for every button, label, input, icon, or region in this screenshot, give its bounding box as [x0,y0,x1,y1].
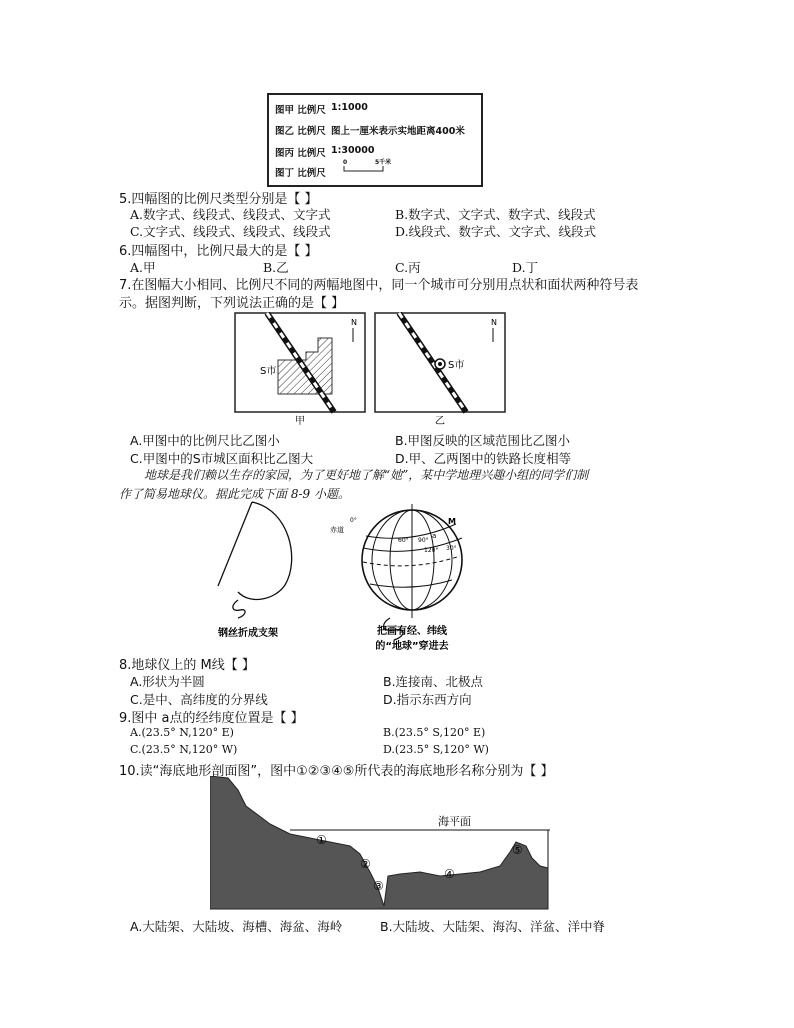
q9-stem: 9.图中 a点的经纬度位置是【 】 [119,711,304,726]
scale-label: 图丙 比例尺 [275,148,326,159]
q5-option-a: A.数字式、线段式、线段式、文字式 [130,207,331,222]
marker-3: ③ [373,879,384,893]
globe-icon [362,504,462,640]
scale-row-ding [275,159,392,179]
intro-line1: 地球是我们赖以生存的家园，为了更好地了解“她”，某中学地理兴趣小组的同学们制 [144,468,589,482]
q7-option-c: C.甲图中的S市城区面积比乙图大 [130,451,314,466]
stand-caption: 钢丝折成支架 [218,628,278,639]
sea-level-label: 海平面 [438,815,471,828]
q6-option-a: A.甲 [130,260,156,275]
q5-option-d: D.线段式、数字式、文字式、线段式 [395,224,597,239]
globe-caption-1: 把画有经、纬线 [377,626,447,637]
q9-option-b: B.(23.5° S,120° E) [383,726,486,739]
north-label: N [351,318,357,327]
map-yi [374,312,506,426]
q6-option-d: D.丁 [512,260,539,275]
scale-row-jia [275,102,368,116]
lon-label: 60° [398,537,409,544]
north-label: N [491,318,497,327]
lat-label: 30° [446,545,457,552]
q9-option-c: C.(23.5° N,120° W) [130,743,238,756]
map-caption: 乙 [435,416,445,426]
line-m-label: M [448,517,456,526]
lon-label: 120° [424,547,439,554]
seafloor-profile [210,776,552,910]
map-caption: 甲 [295,416,305,426]
q10-stem: 10.读“海底地形剖面图”，图中①②③④⑤所代表的海底地形名称分别为【 】 [119,764,554,779]
scale-row-bing [275,145,375,159]
point-a-label: a [432,532,437,540]
scale-zero: 0 [343,159,348,166]
scale-value: 1:30000 [331,145,375,156]
marker-5: ⑤ [512,843,523,857]
q5-option-c: C.文字式、线段式、线段式、线段式 [130,224,331,239]
q8-option-b: B.连接南、北极点 [383,674,484,689]
scale-table [267,93,483,187]
scale-value: 1:1000 [331,102,368,113]
q7-option-d: D.甲、乙两图中的铁路长度相等 [395,451,572,466]
q5-stem: 5.四幅图的比例尺类型分别是【 】 [119,192,318,207]
marker-4: ④ [444,867,455,881]
marker-2: ② [360,857,371,871]
scale-bar-label: 5千米 [375,159,392,166]
q5-option-b: B.数字式、文字式、数字式、线段式 [395,207,596,222]
map-jia [234,312,366,426]
q6-option-c: C.丙 [395,260,421,275]
q8-option-c: C.是中、高纬度的分界线 [130,692,268,707]
q7-option-a: A.甲图中的比例尺比乙图小 [130,433,280,448]
city-label: S市 [260,366,277,377]
marker-1: ① [316,833,327,847]
intro-line2: 作了简易地球仪。据此完成下面 8-9 小题。 [119,487,350,501]
scale-label: 图丁 比例尺 [275,168,326,179]
globe-caption-2: 的“地球”穿进去 [375,641,449,652]
q9-option-d: D.(23.5° S,120° W) [383,743,489,756]
q10-option-b: B.大陆坡、大陆架、海沟、洋盆、洋中脊 [380,919,606,934]
equator-label: 赤道 [330,526,344,534]
scale-value: 图上一厘米表示实地距离400米 [331,126,465,137]
globe-figure [200,500,490,658]
scale-bar [343,165,393,173]
lon-label: 90° [418,537,429,544]
q8-option-d: D.指示东西方向 [383,692,472,707]
wire-stand-icon [218,502,292,618]
lon-label: 0° [350,517,357,524]
q7-stem-line2: 示。据图判断，下列说法正确的是【 】 [119,296,345,311]
q8-option-a: A.形状为半圆 [130,674,205,689]
q6-stem: 6.四幅图中，比例尺最大的是【 】 [119,244,318,259]
city-label: S市 [448,360,465,371]
scale-label: 图乙 比例尺 [275,126,326,137]
scale-label: 图甲 比例尺 [275,105,326,116]
q7-option-b: B.甲图反映的区域范围比乙图小 [395,433,571,448]
q6-option-b: B.乙 [263,260,289,275]
q10-option-a: A.大陆架、大陆坡、海槽、海盆、海岭 [130,919,343,934]
q8-stem: 8.地球仪上的 M线【 】 [119,658,255,673]
scale-row-yi [275,123,465,137]
q7-stem-line1: 7.在图幅大小相同、比例尺不同的两幅地图中，同一个城市可分别用点状和面状两种符号表 [119,278,639,293]
q9-option-a: A.(23.5° N,120° E) [130,726,234,739]
